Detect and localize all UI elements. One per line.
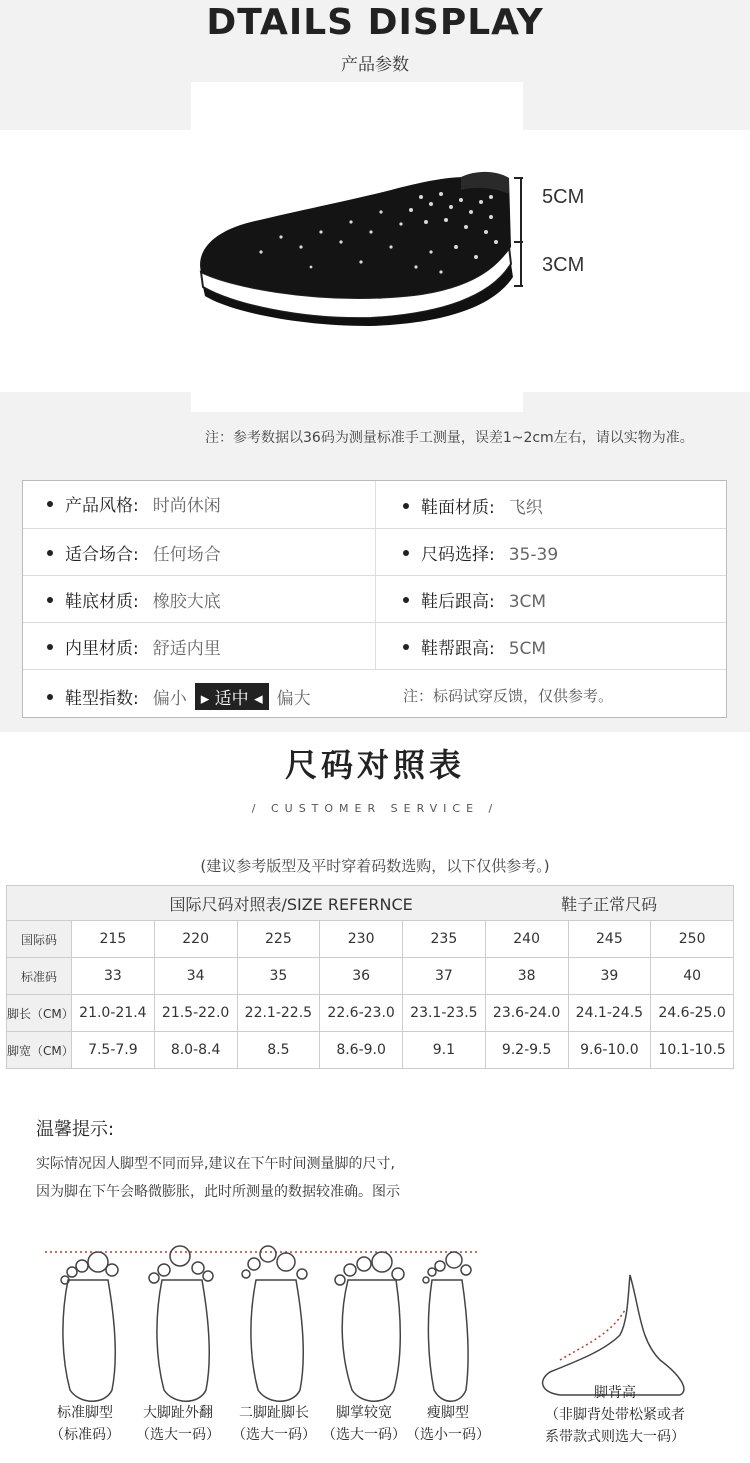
fit-small: 偏小: [152, 689, 187, 709]
instep-label: 脚背高 （非脚背处带松紧或者 系带款式则选大一码）: [545, 1385, 685, 1445]
spec-item: 鞋面材质: 飞织: [403, 493, 543, 518]
bullet-icon: [403, 597, 409, 603]
table-cell: 33: [72, 958, 155, 995]
table-cell: 235: [403, 921, 486, 958]
table-cell: 22.1-22.5: [237, 995, 320, 1032]
table-cell: 38: [485, 958, 568, 995]
table-cell: 37: [403, 958, 486, 995]
table-cell: 9.6-10.0: [568, 1032, 651, 1069]
table-cell: 9.2-9.5: [485, 1032, 568, 1069]
table-cell: 23.6-24.0: [485, 995, 568, 1032]
table-cell: 215: [72, 921, 155, 958]
fit-large: 偏大: [276, 689, 311, 709]
tips-line: 实际情况因人脚型不同而异,建议在下午时间测量脚的尺寸,: [36, 1156, 395, 1172]
foot-type-label: 二脚趾脚长 （选大一码）: [232, 1405, 316, 1443]
table-cell: 39: [568, 958, 651, 995]
bullet-icon: [47, 644, 53, 650]
table-cell: 8.0-8.4: [154, 1032, 237, 1069]
table-header-side: 鞋子正常尺码: [485, 886, 733, 921]
table-cell: 8.5: [237, 1032, 320, 1069]
tips-text: [36, 1150, 400, 1206]
row-header: 脚长（CM）: [7, 995, 72, 1032]
table-cell: 21.5-22.0: [154, 995, 237, 1032]
table-cell: 10.1-10.5: [651, 1032, 734, 1069]
foot-types-illustration: [40, 1240, 730, 1405]
table-header-row: [7, 886, 734, 921]
spec-item: 鞋底材质: 橡胶大底: [47, 587, 221, 612]
bullet-icon: [47, 597, 53, 603]
table-cell: 36: [320, 958, 403, 995]
size-table: [6, 885, 734, 1069]
table-cell: 225: [237, 921, 320, 958]
heel-height-label: 3CM: [542, 254, 585, 276]
spec-item: 适合场合: 任何场合: [47, 540, 221, 565]
table-cell: 35: [237, 958, 320, 995]
table-cell: 24.6-25.0: [651, 995, 734, 1032]
foot-type-label: 脚掌较宽 （选大一码）: [322, 1405, 406, 1443]
upper-height-label: 5CM: [542, 186, 585, 208]
measure-note: 注：参考数据以36码为测量标准手工测量，误差1~2cm左右，请以实物为准。: [205, 430, 694, 446]
row-header: 脚宽（CM）: [7, 1032, 72, 1069]
table-cell: 245: [568, 921, 651, 958]
bullet-icon: [47, 550, 53, 556]
table-cell: 9.1: [403, 1032, 486, 1069]
shoe-image: [191, 82, 523, 412]
table-cell: 240: [485, 921, 568, 958]
table-cell: 220: [154, 921, 237, 958]
bullet-icon: [403, 503, 409, 509]
spec-item: 鞋帮跟高: 5CM: [403, 634, 546, 659]
bullet-icon: [403, 644, 409, 650]
foot-type-label: 标准脚型 （标准码）: [50, 1405, 120, 1443]
customer-service-label: / CUSTOMER SERVICE /: [251, 802, 499, 815]
table-cell: 23.1-23.5: [403, 995, 486, 1032]
size-chart-title: 尺码对照表: [284, 746, 465, 784]
spec-item: 尺码选择: 35-39: [403, 540, 558, 565]
foot-type-label: 瘦脚型 （选小一码）: [406, 1405, 490, 1443]
spec-item: 鞋后跟高: 3CM: [403, 587, 546, 612]
section-title: DTAILS DISPLAY: [206, 2, 544, 43]
table-cell: 21.0-21.4: [72, 995, 155, 1032]
bullet-icon: [47, 694, 53, 700]
table-row: [7, 958, 734, 995]
product-photo: [191, 82, 523, 412]
fit-note: 注：标码试穿反馈，仅供参考。: [403, 687, 614, 705]
size-chart-note: (建议参考版型及平时穿着码数选购，以下仅供参考。): [200, 857, 550, 875]
row-header: 国际码: [7, 921, 72, 958]
table-cell: 7.5-7.9: [72, 1032, 155, 1069]
spec-item: 产品风格: 时尚休闲: [47, 491, 221, 516]
spec-item: 内里材质: 舒适内里: [47, 634, 221, 659]
foot-type-label: 大脚趾外翻 （选大一码）: [136, 1405, 220, 1443]
table-row: [7, 995, 734, 1032]
table-cell: 250: [651, 921, 734, 958]
bullet-icon: [403, 550, 409, 556]
table-row: [7, 1032, 734, 1069]
table-cell: 22.6-23.0: [320, 995, 403, 1032]
table-cell: 230: [320, 921, 403, 958]
tips-heading: 温馨提示:: [36, 1119, 115, 1140]
row-header: 标准码: [7, 958, 72, 995]
spec-table: [22, 480, 727, 718]
table-cell: 8.6-9.0: [320, 1032, 403, 1069]
section-subtitle: 产品参数: [341, 55, 409, 75]
table-row: [7, 921, 734, 958]
table-cell: 34: [154, 958, 237, 995]
bullet-icon: [47, 501, 53, 507]
table-header-main: 国际尺码对照表/SIZE REFERNCE: [7, 886, 486, 921]
table-cell: 40: [651, 958, 734, 995]
table-cell: 24.1-24.5: [568, 995, 651, 1032]
fit-index: 鞋型指数: 偏小 ▸ 适中 ◂ 偏大: [47, 683, 311, 710]
tips-line: 因为脚在下午会略微膨胀，此时所测量的数据较准确。图示: [36, 1184, 400, 1200]
fit-active-badge: ▸ 适中 ◂: [195, 683, 269, 710]
